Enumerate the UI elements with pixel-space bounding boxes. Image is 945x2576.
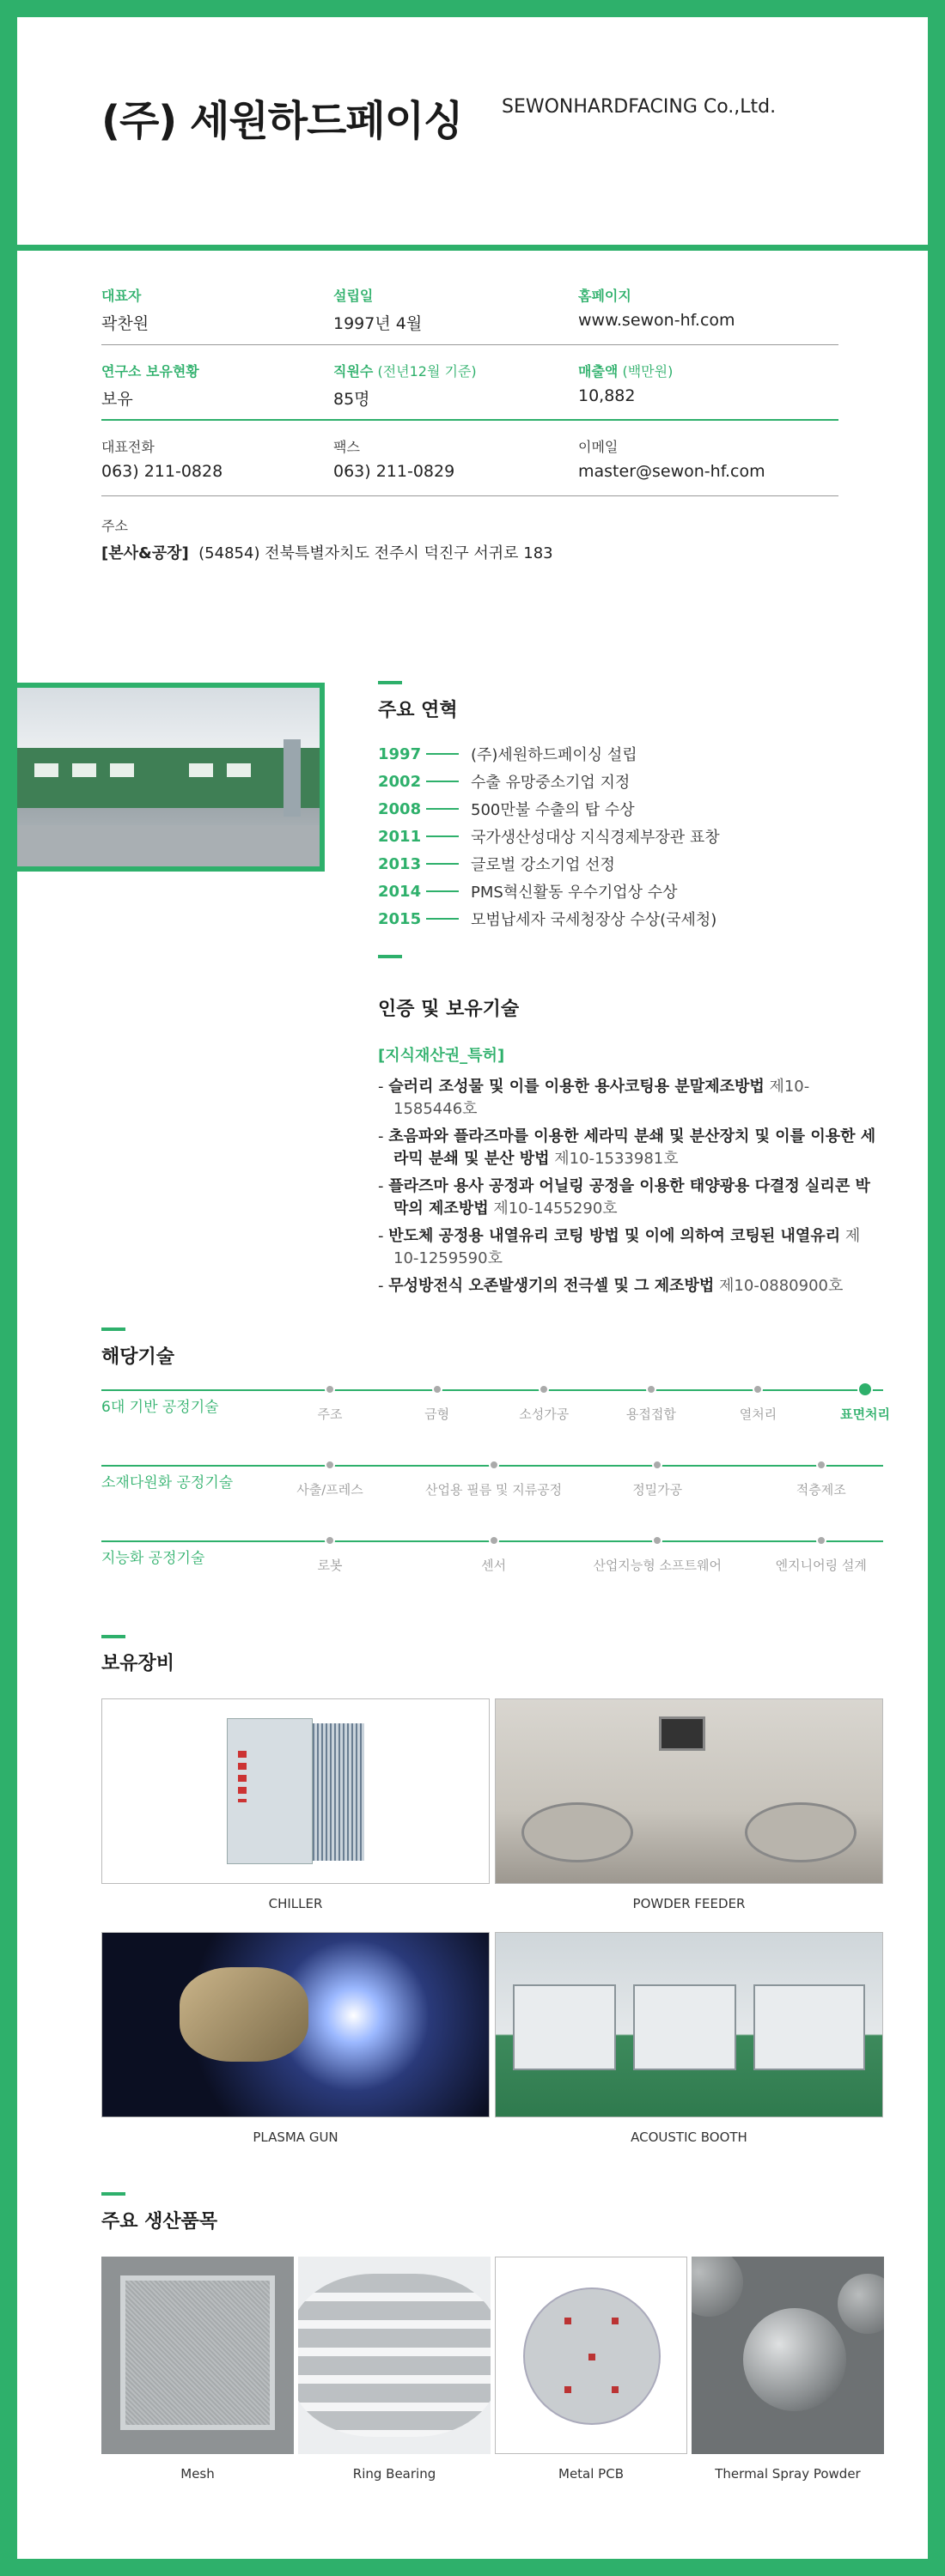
tech-dot-icon (489, 1460, 499, 1470)
patent-item: - 초음파와 플라즈마를 이용한 세라믹 분쇄 및 분산장치 및 이를 이용한 세라믹 분쇄 및 분산 방법 제10-1533981호 (378, 1127, 876, 1168)
factory-photo (17, 683, 325, 872)
chiller-image (101, 1698, 490, 1884)
product-card (692, 2257, 884, 2482)
cert-category: [지식재산권_특허] (378, 1047, 505, 1065)
equipment-caption: PLASMA GUN (253, 2129, 338, 2145)
section-mark (101, 1327, 125, 1331)
tech-category-name: 지능화 공정기술 (101, 1550, 205, 1567)
info-value: 063) 211-0828 (101, 462, 223, 481)
tech-row (101, 1525, 883, 1601)
equipment-caption: ACOUSTIC BOOTH (631, 2129, 747, 2145)
building-shape (17, 748, 320, 808)
product-caption: Metal PCB (558, 2466, 624, 2482)
window-shape (110, 763, 134, 777)
equipment-card (495, 1932, 883, 2145)
mesh-image (101, 2257, 294, 2454)
info-value: 1997년 4월 (333, 314, 423, 333)
tech-dot-icon (325, 1384, 335, 1394)
info-label: 매출액 (백만원) (578, 363, 674, 380)
tech-node-label: 표면처리 (840, 1406, 891, 1422)
tech-dot-icon (489, 1535, 499, 1546)
tech-node-label: 엔지니어링 설계 (775, 1558, 867, 1573)
info-label: 홈페이지 (578, 288, 631, 304)
cert-list (378, 1043, 876, 1303)
window-shape (189, 763, 213, 777)
patent-item: - 무성방전식 오존발생기의 전극셀 및 그 제조방법 제10-0880900호 (378, 1277, 844, 1295)
section-mark (378, 681, 402, 684)
equipment-caption: POWDER FEEDER (632, 1896, 746, 1911)
ring-bearing-image (298, 2257, 491, 2454)
tech-node-label: 소성가공 (519, 1406, 570, 1422)
history-item: 1997 (주)세원하드페이싱 설립 (378, 744, 637, 764)
info-homepage (578, 285, 824, 344)
tech-category-name: 소재다원화 공정기술 (101, 1474, 234, 1492)
window-shape (72, 763, 96, 777)
homepage-link[interactable]: www.sewon-hf.com (578, 311, 735, 330)
history-title: 주요 연혁 (378, 700, 458, 721)
product-card (101, 2257, 294, 2482)
road-shape (17, 825, 320, 872)
metal-pcb-image (495, 2257, 687, 2454)
tech-dot-icon (539, 1384, 549, 1394)
tech-node-label: 로봇 (317, 1558, 343, 1573)
info-label: 연구소 보유현황 (101, 363, 199, 380)
tech-rows (101, 1374, 891, 1601)
info-email (578, 436, 824, 495)
info-label: 대표전화 (101, 439, 155, 455)
tech-dot-icon (816, 1535, 826, 1546)
company-name-en: SEWONHARDFACING Co.,Ltd. (502, 96, 777, 118)
product-caption: Ring Bearing (352, 2466, 436, 2482)
tech-node-label: 적층제조 (796, 1482, 846, 1498)
window-shape (34, 763, 58, 777)
equipment-caption: CHILLER (268, 1896, 323, 1911)
tech-dot-icon (816, 1460, 826, 1470)
tech-node-label: 용접접합 (625, 1406, 676, 1422)
tech-row (101, 1449, 883, 1525)
tech-node-label: 주조 (317, 1406, 343, 1422)
tech-node (792, 1384, 938, 1423)
tech-dot-icon (432, 1384, 442, 1394)
header-divider (0, 245, 945, 251)
tech-node (748, 1460, 894, 1498)
product-caption: Thermal Spray Powder (715, 2466, 861, 2482)
tech-dot-icon (646, 1384, 656, 1394)
section-mark (378, 955, 402, 958)
tech-dot-icon (325, 1460, 335, 1470)
thermal-spray-powder-image (692, 2257, 884, 2454)
sign-pole (284, 739, 301, 817)
info-fax (333, 436, 578, 495)
tech-category-name: 6대 기반 공정기술 (101, 1399, 219, 1416)
tech-node-label: 산업용 필름 및 지류공정 (424, 1482, 563, 1498)
info-row-3 (101, 434, 838, 496)
info-ceo (101, 285, 333, 344)
product-card (298, 2257, 491, 2482)
info-founded (333, 285, 578, 344)
info-label: 이메일 (578, 439, 619, 455)
tech-node-label: 열처리 (739, 1406, 777, 1422)
acoustic-booth-image (495, 1932, 883, 2117)
patent-item: - 반도체 공정용 내열유리 코팅 방법 및 이에 의하여 코팅된 내열유리 제10-1259590호 (378, 1227, 861, 1267)
info-value: 85명 (333, 390, 370, 409)
tech-node (257, 1535, 403, 1574)
equipment-card (495, 1698, 883, 1911)
tech-node (584, 1460, 730, 1498)
info-label: 대표자 (101, 288, 142, 304)
powder-feeder-image (495, 1698, 883, 1884)
equipment-card (101, 1932, 490, 2145)
tech-dot-icon (753, 1384, 763, 1394)
tech-node (584, 1535, 730, 1574)
history-item: 2008 500만불 수출의 탑 수상 (378, 799, 635, 819)
address-value: [본사&공장] (54854) 전북특별자치도 전주시 덕진구 서귀로 183 (101, 544, 553, 562)
window-shape (227, 763, 251, 777)
info-employees (333, 361, 578, 419)
history-item: 2014 PMS혁신활동 우수기업상 수상 (378, 882, 678, 902)
tech-dot-icon (652, 1460, 662, 1470)
tech-node (421, 1535, 567, 1574)
patent-item: - 플라즈마 용사 공정과 어닐링 공정을 이용한 태양광용 다결정 실리콘 박막의 제조방법 제10-1455290호 (378, 1177, 870, 1218)
products-title: 주요 생산품목 (101, 2211, 218, 2233)
cert-title: 인증 및 보유기술 (378, 999, 520, 1020)
info-value: 063) 211-0829 (333, 462, 455, 481)
tech-node-label: 산업지능형 소프트웨어 (593, 1558, 722, 1573)
patent-item: - 슬러리 조성물 및 이를 이용한 용사코팅용 분말제조방법 제10-1585446호 (378, 1078, 810, 1118)
equipment-title: 보유장비 (101, 1653, 175, 1674)
info-lab (101, 361, 333, 419)
info-revenue (578, 361, 824, 419)
info-value: 10,882 (578, 386, 636, 405)
history-item: 2011 국가생산성대상 지식경제부장관 표창 (378, 827, 720, 847)
info-phone (101, 436, 333, 495)
history-item: 2015 모범납세자 국세청장상 수상(국세청) (378, 909, 717, 929)
tech-node (421, 1460, 567, 1498)
section-mark (101, 1635, 125, 1638)
tech-node (748, 1535, 894, 1574)
info-value: 곽찬원 (101, 314, 149, 333)
plasma-gun-image (101, 1932, 490, 2117)
history-list (378, 740, 859, 933)
equipment-card (101, 1698, 490, 1911)
product-card (495, 2257, 687, 2482)
tech-row (101, 1374, 891, 1449)
info-label: 설립일 (333, 288, 374, 304)
section-mark (101, 2192, 125, 2196)
info-value: 보유 (101, 390, 133, 409)
tech-node-label: 금형 (424, 1406, 450, 1422)
tech-node-label: 센서 (481, 1558, 507, 1573)
tech-node (257, 1460, 403, 1498)
info-row-1 (101, 283, 838, 345)
email-link[interactable]: master@sewon-hf.com (578, 462, 765, 481)
tech-dot-icon (325, 1535, 335, 1546)
address-label: 주소 (101, 518, 128, 534)
history-item: 2002 수출 유망중소기업 지정 (378, 772, 631, 792)
tech-node-label: 사출/프레스 (296, 1482, 363, 1498)
tech-node-label: 정밀가공 (632, 1482, 683, 1498)
tech-dot-icon (857, 1382, 873, 1397)
tech-title: 해당기술 (101, 1346, 175, 1368)
info-label: 팩스 (333, 439, 360, 455)
info-row-2 (101, 359, 838, 421)
history-item: 2013 글로벌 강소기업 선정 (378, 854, 615, 874)
product-caption: Mesh (180, 2466, 215, 2482)
tech-dot-icon (652, 1535, 662, 1546)
company-info (101, 283, 838, 510)
company-name-ko: (주) 세원하드페이싱 (101, 97, 463, 145)
info-label: 직원수 (전년12월 기준) (333, 363, 477, 380)
